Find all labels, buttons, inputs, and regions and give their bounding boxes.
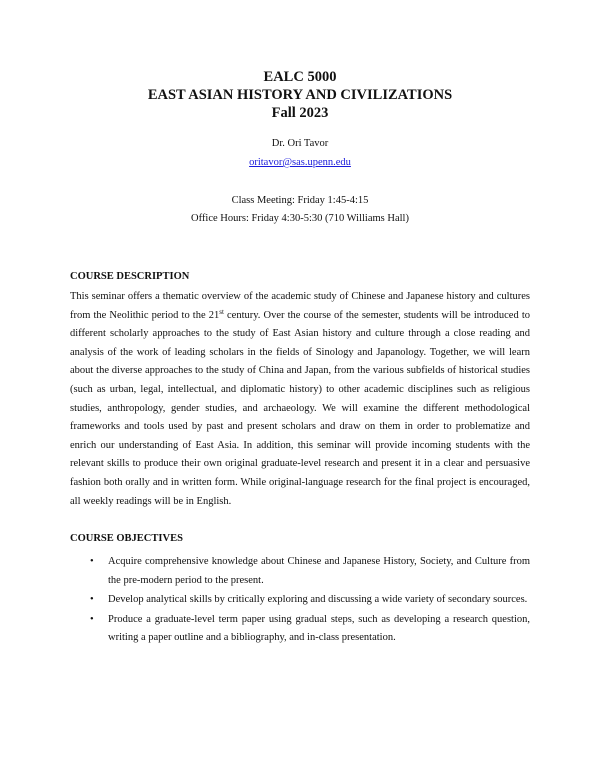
objectives-list xyxy=(70,553,530,649)
course-code: EALC 5000 xyxy=(263,69,337,85)
course-title: EAST ASIAN HISTORY AND CIVILIZATIONS xyxy=(147,87,453,103)
course-description-heading: COURSE DESCRIPTION xyxy=(70,271,190,282)
instructor-email-line xyxy=(0,156,600,170)
objective-text: Produce a graduate-level term paper using gradual steps, such as developing a research question, writing a paper outline and a bibliography, and in-class presentation. xyxy=(108,613,530,644)
list-item xyxy=(70,553,530,590)
objective-text: Acquire comprehensive knowledge about Chinese and Japanese History, Society, and Culture from the pre-modern period to the present. xyxy=(108,556,530,586)
course-objectives-heading: COURSE OBJECTIVES xyxy=(70,533,183,544)
list-item xyxy=(70,611,530,648)
description-text-start: This seminar offers a thematic overview of the academic study of Chinese and Japanese history and cultures from the Neolithic period to the 21 xyxy=(70,291,530,321)
course-term: Fall 2023 xyxy=(271,105,329,121)
bullet-icon: • xyxy=(90,613,94,625)
instructor-name: Dr. Ori Tavor xyxy=(271,138,329,149)
bullet-icon: • xyxy=(90,594,94,606)
course-description-text xyxy=(70,288,530,511)
office-hours: Office Hours: Friday 4:30-5:30 (710 Williams Hall) xyxy=(191,213,409,224)
class-meeting: Class Meeting: Friday 1:45-4:15 xyxy=(231,195,369,206)
objective-text: Develop analytical skills by critically exploring and discussing a wide variety of secondary sources. xyxy=(108,594,528,606)
instructor-email-link[interactable]: oritavor@sas.upenn.edu xyxy=(249,157,351,168)
bullet-icon: • xyxy=(90,556,94,567)
list-item xyxy=(70,591,530,610)
ordinal-superscript: st xyxy=(219,307,224,316)
course-title-block xyxy=(0,68,600,122)
description-text-rest: century. Over the course of the semester, students will be introduced to different scholarly approaches to the study of East Asian history and culture through a close reading and analysis of the work of leading scholars in the fields of Sinology and Japanology. Together, we will learn about the diverse approaches to the study of China and Japan, from the various subfields of historical studies (such as urban, legal, intellectual, and diplomatic history) to other academic disciplines such as religious studies, anthropology, gender studies, and archaeology. We will examine the different methodological frameworks and tools used by past and present scholars and draw on them in order to problematize and enrich our understanding of East Asia. In addition, this seminar will provide incoming students with the relevant skills to produce their own original graduate-level research and present it in a clear and persuasive fashion both orally and in written form. While original-language research for the final project is encouraged, all weekly readings will be in English. xyxy=(70,309,530,507)
